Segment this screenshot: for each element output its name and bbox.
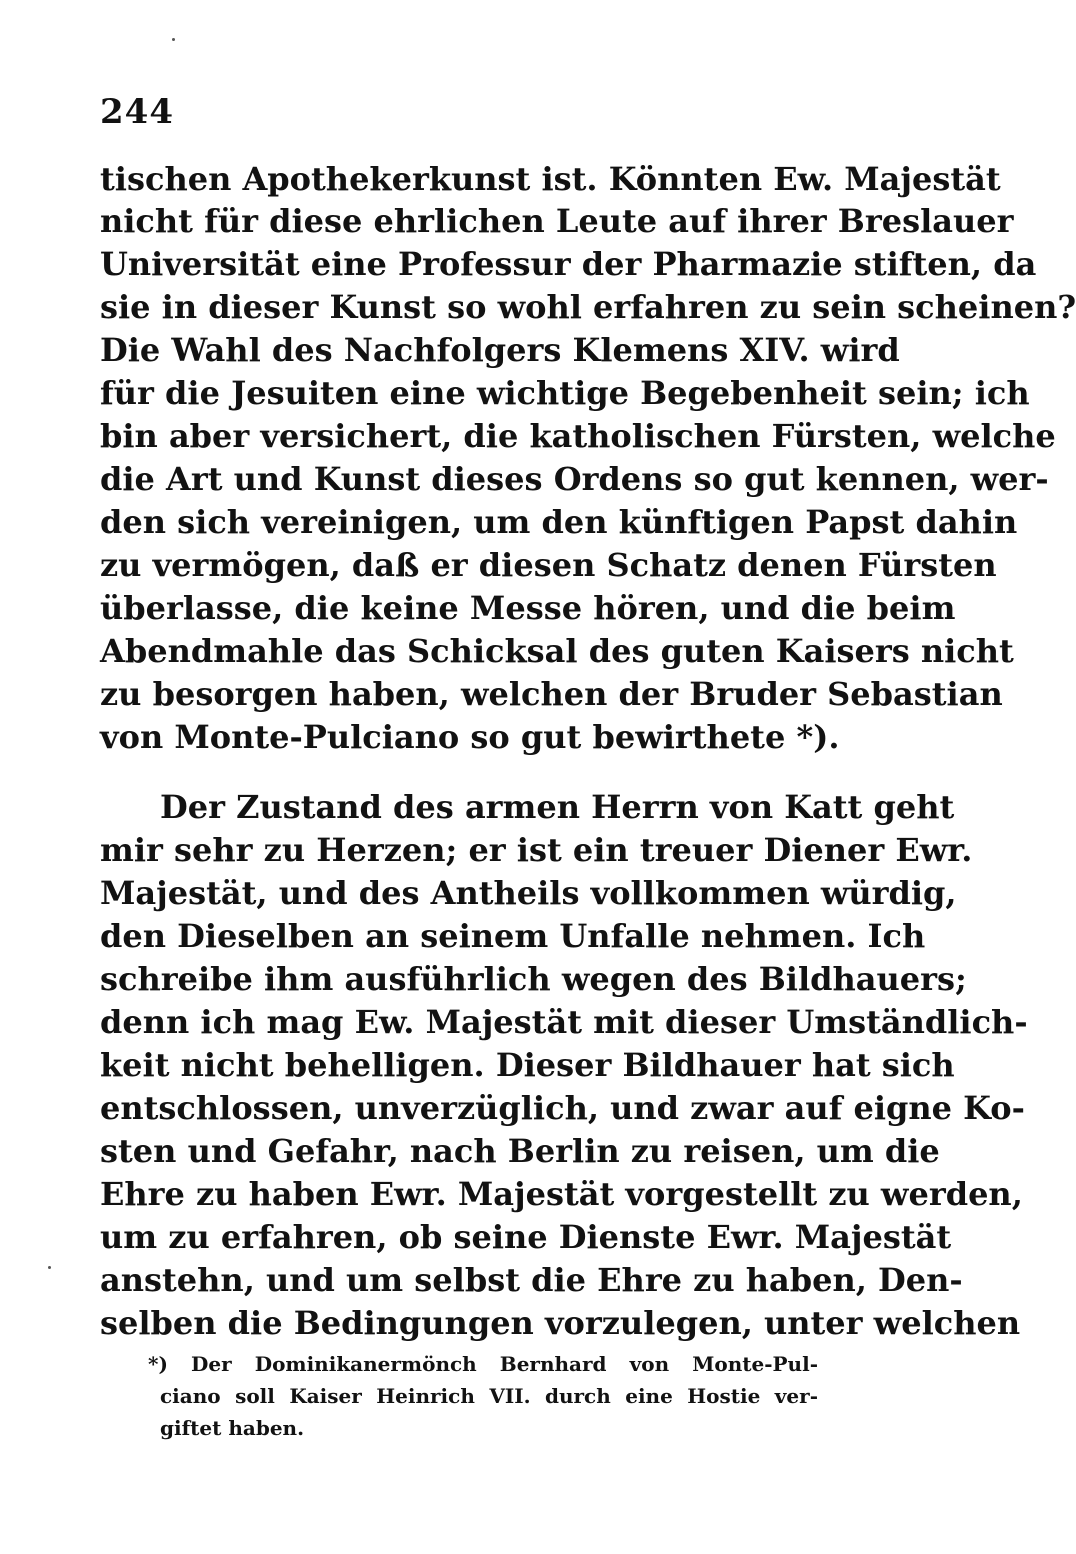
text-line: mir sehr zu Herzen; er ist ein treuer Diener Ewr. [100, 831, 973, 869]
page-number: 244 [100, 92, 174, 132]
text-line: denn ich mag Ew. Majestät mit dieser Umständlich- [100, 1003, 1028, 1041]
text-line: Der Zustand des armen Herrn von Katt geht [160, 788, 955, 826]
footnote-line: ciano soll Kaiser Heinrich VII. durch eine Hostie ver- [160, 1384, 818, 1408]
text-line: schreibe ihm ausführlich wegen des Bildhauers; [100, 960, 967, 998]
footnote-line: giftet haben. [160, 1416, 305, 1440]
paper-speck [48, 1266, 51, 1269]
text-line: bin aber versichert, die katholischen Fürsten, welche [100, 417, 1056, 455]
text-line: für die Jesuiten eine wichtige Begebenheit sein; ich [100, 374, 1030, 412]
text-line: tischen Apothekerkunst ist. Könnten Ew. Majestät [100, 160, 1001, 198]
text-line: den Dieselben an seinem Unfalle nehmen. Ich [100, 917, 926, 955]
text-line: die Art und Kunst dieses Ordens so gut kennen, wer- [100, 460, 1049, 498]
text-line: Ehre zu haben Ewr. Majestät vorgestellt zu werden, [100, 1175, 1023, 1213]
text-line: sie in dieser Kunst so wohl erfahren zu sein scheinen? [100, 288, 1076, 326]
paper-speck [172, 38, 175, 41]
text-line: um zu erfahren, ob seine Dienste Ewr. Majestät [100, 1218, 952, 1256]
text-line: zu vermögen, daß er diesen Schatz denen Fürsten [100, 546, 997, 584]
text-line: nicht für diese ehrlichen Leute auf ihrer Breslauer [100, 202, 1014, 240]
text-line: anstehn, und um selbst die Ehre zu haben, Den- [100, 1261, 963, 1299]
text-line: sten und Gefahr, nach Berlin zu reisen, um die [100, 1132, 940, 1170]
text-line: überlasse, die keine Messe hören, und die beim [100, 589, 956, 627]
text-line: selben die Bedingungen vorzulegen, unter welchen [100, 1304, 1021, 1342]
text-line: von Monte-Pulciano so gut bewirthete *). [100, 718, 840, 756]
footnote-line: *) Der Dominikanermönch Bernhard von Monte-Pul- [148, 1352, 818, 1376]
text-line: Die Wahl des Nachfolgers Klemens XIV. wird [100, 331, 900, 369]
text-line: keit nicht behelligen. Dieser Bildhauer hat sich [100, 1046, 955, 1084]
text-line: entschlossen, unverzüglich, und zwar auf eigne Ko- [100, 1089, 1025, 1127]
text-line: Abendmahle das Schicksal des guten Kaisers nicht [100, 632, 1014, 670]
text-line: den sich vereinigen, um den künftigen Papst dahin [100, 503, 1018, 541]
text-line: Universität eine Professur der Pharmazie stiften, da [100, 245, 1037, 283]
text-line: Majestät, und des Antheils vollkommen würdig, [100, 874, 957, 912]
text-line: zu besorgen haben, welchen der Bruder Sebastian [100, 675, 1003, 713]
